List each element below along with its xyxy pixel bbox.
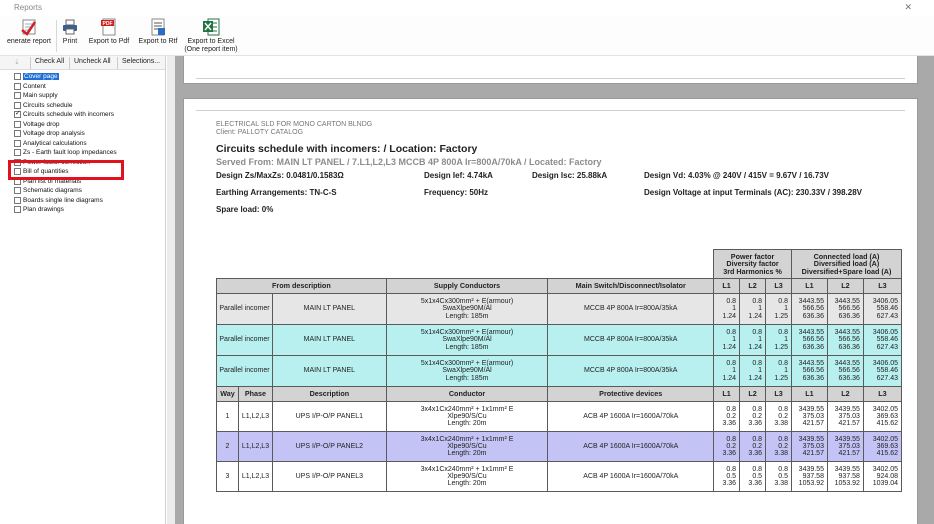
circuit-description: UPS I/P-O/P PANEL3	[272, 462, 386, 492]
report-page	[183, 98, 918, 524]
conductor-header: Conductor	[386, 387, 548, 402]
print-label: Print	[62, 38, 78, 45]
tree-item-schematic-diagrams[interactable]	[14, 186, 165, 196]
tree-item-label: Boards single line diagrams	[23, 196, 103, 204]
tree-item-label: Power factor correction	[23, 158, 90, 166]
circuit-pf-l1: 0.8 0.2 3.36	[714, 402, 740, 432]
circuit-load-l3: 3402.05 924.08 1039.04	[863, 462, 901, 492]
main-switch-header: Main Switch/Disconnect/Isolator	[548, 279, 714, 294]
circuit-way: 1	[217, 402, 239, 432]
pdf-icon	[100, 18, 118, 36]
tree-item-voltage-drop[interactable]	[14, 120, 165, 130]
incomer-load-l1: 3443.55 566.56 636.36	[792, 325, 828, 356]
phase-header: Phase	[238, 387, 272, 402]
circuit-pf-l2: 0.8 0.2 3.36	[740, 432, 766, 462]
incomer-load-l2: 3443.55 566.56 636.36	[827, 294, 863, 325]
circuit-load-l1: 3439.55 375.03 421.57	[792, 402, 828, 432]
incomer-pf-l2: 0.8 1 1.24	[740, 356, 766, 387]
incomer-row[interactable]	[217, 294, 902, 325]
rtf-icon	[149, 18, 167, 36]
circuit-load-l2: 3439.55 375.03 421.57	[827, 402, 863, 432]
tree-item-label: Circuits schedule with incomers	[23, 111, 115, 119]
circuit-row[interactable]	[217, 462, 902, 492]
description-header: Description	[272, 387, 386, 402]
incomer-type: Parallel incomer	[217, 294, 273, 325]
tree-item-label: Schematic diagrams	[23, 187, 82, 195]
report-toolbar	[0, 16, 934, 56]
circuit-way: 3	[217, 462, 239, 492]
tree-item-label: Bill of quantities	[23, 168, 69, 176]
pf-l2-header: L2	[740, 387, 766, 402]
design-voltage: Design Voltage at input Terminals (AC): 230.33V / 398.28V	[644, 188, 862, 197]
circuit-conductor: 3x4x1Cx240mm² + 1x1mm² E Xlpe90/S/Cu Length: 20m	[386, 402, 548, 432]
circuit-protective-device: ACB 4P 1600A Ir=1600A/70kA	[548, 462, 714, 492]
incomer-row[interactable]	[217, 325, 902, 356]
tree-item-boards-sld[interactable]	[14, 196, 165, 206]
check-all-button[interactable]: Check All	[35, 58, 65, 65]
circuit-phase: L1,L2,L3	[238, 432, 272, 462]
checkbox[interactable]	[14, 197, 21, 204]
table-group-header-row	[217, 250, 902, 279]
incomer-pf-l1: 0.8 1 1.24	[714, 325, 740, 356]
load-l2-header: L2	[827, 279, 863, 294]
incomer-type: Parallel incomer	[217, 356, 273, 387]
circuit-way: 2	[217, 432, 239, 462]
circuit-conductor: 3x4x1Cx240mm² + 1x1mm² E Xlpe90/S/Cu Length: 20m	[386, 462, 548, 492]
incomer-pf-l3: 0.8 1 1.25	[766, 294, 792, 325]
incomer-type: Parallel incomer	[217, 325, 273, 356]
page-rule	[196, 78, 905, 79]
tree-item-label: Circuits schedule	[23, 101, 73, 109]
blank-cell	[217, 250, 714, 279]
checkbox-checked[interactable]	[14, 111, 21, 118]
pdf-icon-text: PDF	[102, 21, 113, 27]
circuit-description: UPS I/P-O/P PANEL1	[272, 402, 386, 432]
info-row	[216, 167, 906, 184]
previous-page	[183, 56, 918, 84]
export-pdf-button[interactable]	[86, 18, 132, 46]
circuit-pf-l2: 0.8 0.5 3.36	[740, 462, 766, 492]
project-name: ELECTRICAL SLD FOR MONO CARTON BLNDG	[216, 121, 373, 128]
pf-l1-header: L1	[714, 387, 740, 402]
incomer-pf-l3: 0.8 1 1.25	[766, 325, 792, 356]
tree-item-main-supply[interactable]	[14, 91, 165, 101]
circuit-pf-l1: 0.8 0.2 3.36	[714, 432, 740, 462]
splitter[interactable]	[167, 56, 175, 524]
protective-devices-header: Protective devices	[548, 387, 714, 402]
circuit-phase: L1,L2,L3	[238, 462, 272, 492]
circuit-load-l1: 3439.55 937.58 1053.92	[792, 462, 828, 492]
checkbox[interactable]	[14, 73, 21, 80]
circuit-protective-device: ACB 4P 1600A Ir=1600A/70kA	[548, 402, 714, 432]
incomer-from: MAIN LT PANEL	[272, 356, 386, 387]
load-l2-header: L2	[827, 387, 863, 402]
incomer-load-l3: 3406.05 558.46 627.43	[863, 294, 901, 325]
incomer-switch: MCCB 4P 800A Ir=800A/35kA	[548, 356, 714, 387]
tree-item-label: Plan list of materials	[23, 177, 82, 185]
circuit-row[interactable]	[217, 402, 902, 432]
design-ief: Design Ief: 4.74kA	[424, 171, 493, 180]
incomer-from: MAIN LT PANEL	[272, 294, 386, 325]
incomer-load-l1: 3443.55 566.56 636.36	[792, 356, 828, 387]
toolbar-separator	[117, 57, 118, 69]
tree-item-zs-earth-fault[interactable]	[14, 148, 165, 158]
incomer-pf-l1: 0.8 1 1.24	[714, 356, 740, 387]
tree-item-label: Analytical calculations	[23, 139, 87, 147]
uncheck-all-button[interactable]: Uncheck All	[74, 58, 111, 65]
export-excel-button[interactable]	[182, 18, 240, 54]
load-l1-header: L1	[792, 279, 828, 294]
generate-report-icon	[20, 18, 38, 36]
selections-button[interactable]: Selections...	[122, 58, 161, 65]
pf-l1-header: L1	[714, 279, 740, 294]
circuit-description: UPS I/P-O/P PANEL2	[272, 432, 386, 462]
export-excel-label: Export to Excel	[187, 38, 235, 45]
incomer-load-l3: 3406.05 558.46 627.43	[863, 325, 901, 356]
supply-conductors-header: Supply Conductors	[386, 279, 548, 294]
info-row	[216, 201, 906, 218]
checkbox[interactable]	[14, 102, 21, 109]
circuit-protective-device: ACB 4P 1600A Ir=1600A/70kA	[548, 432, 714, 462]
load-group-header: Connected load (A) Diversified load (A) Diversified+Spare load (A)	[792, 250, 902, 279]
incomer-pf-l2: 0.8 1 1.24	[740, 325, 766, 356]
tree-item-content[interactable]	[14, 82, 165, 92]
design-zs: Design Zs/MaxZs: 0.0481/0.1583Ω	[216, 171, 344, 180]
checkbox[interactable]	[14, 92, 21, 99]
incomer-load-l1: 3443.55 566.56 636.36	[792, 294, 828, 325]
circuit-load-l1: 3439.55 375.03 421.57	[792, 432, 828, 462]
window-title: Reports	[14, 3, 43, 12]
pf-l2-header: L2	[740, 279, 766, 294]
incomer-conductor: 5x1x4Cx300mm² + E(armour) SwaXlpe90M/Al Length: 185m	[386, 325, 548, 356]
left-panel-toolbar	[0, 56, 165, 70]
circuit-row[interactable]	[217, 432, 902, 462]
export-rtf-label: Export to Rtf	[138, 38, 178, 45]
window-titlebar	[0, 0, 934, 16]
incomer-switch: MCCB 4P 800A Ir=800A/35kA	[548, 325, 714, 356]
checkbox[interactable]	[14, 187, 21, 194]
incomer-from: MAIN LT PANEL	[272, 325, 386, 356]
circuit-pf-l3: 0.8 0.5 3.38	[766, 462, 792, 492]
scroll-down-icon[interactable]: ⇣	[14, 59, 20, 66]
incomer-pf-l2: 0.8 1 1.24	[740, 294, 766, 325]
circuit-load-l2: 3439.55 937.58 1053.92	[827, 462, 863, 492]
circuit-load-l3: 3402.05 369.63 415.62	[863, 432, 901, 462]
page-rule	[196, 110, 905, 111]
export-rtf-button[interactable]	[136, 18, 180, 46]
circuit-pf-l3: 0.8 0.2 3.38	[766, 432, 792, 462]
circuit-load-l3: 3402.05 369.63 415.62	[863, 402, 901, 432]
circuit-pf-l2: 0.8 0.2 3.36	[740, 402, 766, 432]
report-header	[216, 121, 906, 218]
generate-report-button[interactable]	[4, 18, 54, 46]
checkbox[interactable]	[14, 140, 21, 147]
toolbar-separator	[69, 57, 70, 69]
tree-item-analytical-calculations[interactable]	[14, 139, 165, 149]
checkbox[interactable]	[14, 206, 21, 213]
tree-item-label: Zs - Earth fault loop impedances	[23, 149, 117, 157]
print-button[interactable]	[58, 18, 82, 46]
incomer-load-l3: 3406.05 558.46 627.43	[863, 356, 901, 387]
served-from: Served From: MAIN LT PANEL / 7.L1,L2,L3 MCCB 4P 800A Ir=800A/70kA / Located: Factory	[216, 157, 602, 167]
report-items-panel	[0, 56, 166, 524]
load-l3-header: L3	[863, 279, 901, 294]
printer-icon	[61, 18, 79, 36]
circuit-phase: L1,L2,L3	[238, 402, 272, 432]
incomer-load-l2: 3443.55 566.56 636.36	[827, 325, 863, 356]
from-description-header: From description	[217, 279, 387, 294]
spare-load: Spare load: 0%	[216, 205, 274, 214]
way-header: Way	[217, 387, 239, 402]
tree-item-voltage-drop-analysis[interactable]	[14, 129, 165, 139]
circuit-pf-l3: 0.8 0.2 3.38	[766, 402, 792, 432]
toolbar-separator	[30, 57, 31, 69]
report-title: Circuits schedule with incomers: / Location: Factory	[216, 143, 478, 155]
frequency: Frequency: 50Hz	[424, 188, 489, 197]
client-name: Client: PALLOTY CATALOG	[216, 129, 304, 136]
incomer-pf-l3: 0.8 1 1.25	[766, 356, 792, 387]
incomer-header-row	[217, 279, 902, 294]
checkbox[interactable]	[14, 130, 21, 137]
tree-item-label: Cover page	[24, 73, 58, 81]
pf-l3-header: L3	[766, 279, 792, 294]
incomer-pf-l1: 0.8 1 1.24	[714, 294, 740, 325]
close-icon[interactable]: ✕	[904, 2, 912, 12]
schedule-table	[216, 249, 902, 492]
tree-item-cover-page[interactable]	[14, 72, 165, 82]
incomer-switch: MCCB 4P 800A Ir=800A/35kA	[548, 294, 714, 325]
design-isc: Design Isc: 25.88kA	[532, 171, 608, 180]
export-excel-sublabel: (One report item)	[184, 46, 238, 53]
earthing-arrangements: Earthing Arrangements: TN-C-S	[216, 188, 337, 197]
circuit-load-l2: 3439.55 375.03 421.57	[827, 432, 863, 462]
pf-l3-header: L3	[766, 387, 792, 402]
checkbox[interactable]	[14, 121, 21, 128]
checkbox[interactable]	[14, 149, 21, 156]
generate-report-label: enerate report	[7, 38, 51, 45]
tree-item-label: Content	[23, 82, 46, 90]
incomer-row[interactable]	[217, 356, 902, 387]
report-preview-viewer[interactable]	[175, 56, 934, 524]
tree-item-circuits-schedule-with-incomers[interactable]	[14, 110, 165, 120]
incomer-load-l2: 3443.55 566.56 636.36	[827, 356, 863, 387]
incomer-conductor: 5x1x4Cx300mm² + E(armour) SwaXlpe90M/Al Length: 185m	[386, 356, 548, 387]
tree-item-plan-drawings[interactable]	[14, 205, 165, 215]
tree-item-label: Voltage drop analysis	[23, 130, 85, 138]
circuit-pf-l1: 0.8 0.5 3.36	[714, 462, 740, 492]
tree-item-label: Voltage drop	[23, 120, 60, 128]
design-vd: Design Vd: 4.03% @ 240V / 415V = 9.67V / 16.73V	[644, 171, 830, 180]
toolbar-separator	[56, 20, 57, 52]
checkbox[interactable]	[14, 83, 21, 90]
tree-item-label: Plan drawings	[23, 206, 64, 214]
incomer-conductor: 5x1x4Cx300mm² + E(armour) SwaXlpe90M/Al Length: 185m	[386, 294, 548, 325]
excel-icon	[202, 18, 220, 36]
power-factor-group-header: Power factor Diversity factor 3rd Harmonics %	[714, 250, 792, 279]
tree-item-label: Main supply	[23, 92, 58, 100]
highlight-annotation	[8, 160, 124, 180]
tree-item-circuits-schedule[interactable]	[14, 101, 165, 111]
load-l1-header: L1	[792, 387, 828, 402]
export-pdf-label: Export to Pdf	[88, 38, 130, 45]
circuit-header-row	[217, 387, 902, 402]
load-l3-header: L3	[863, 387, 901, 402]
report-items-tree	[0, 70, 165, 215]
info-row	[216, 184, 906, 201]
circuit-conductor: 3x4x1Cx240mm² + 1x1mm² E Xlpe90/S/Cu Length: 20m	[386, 432, 548, 462]
